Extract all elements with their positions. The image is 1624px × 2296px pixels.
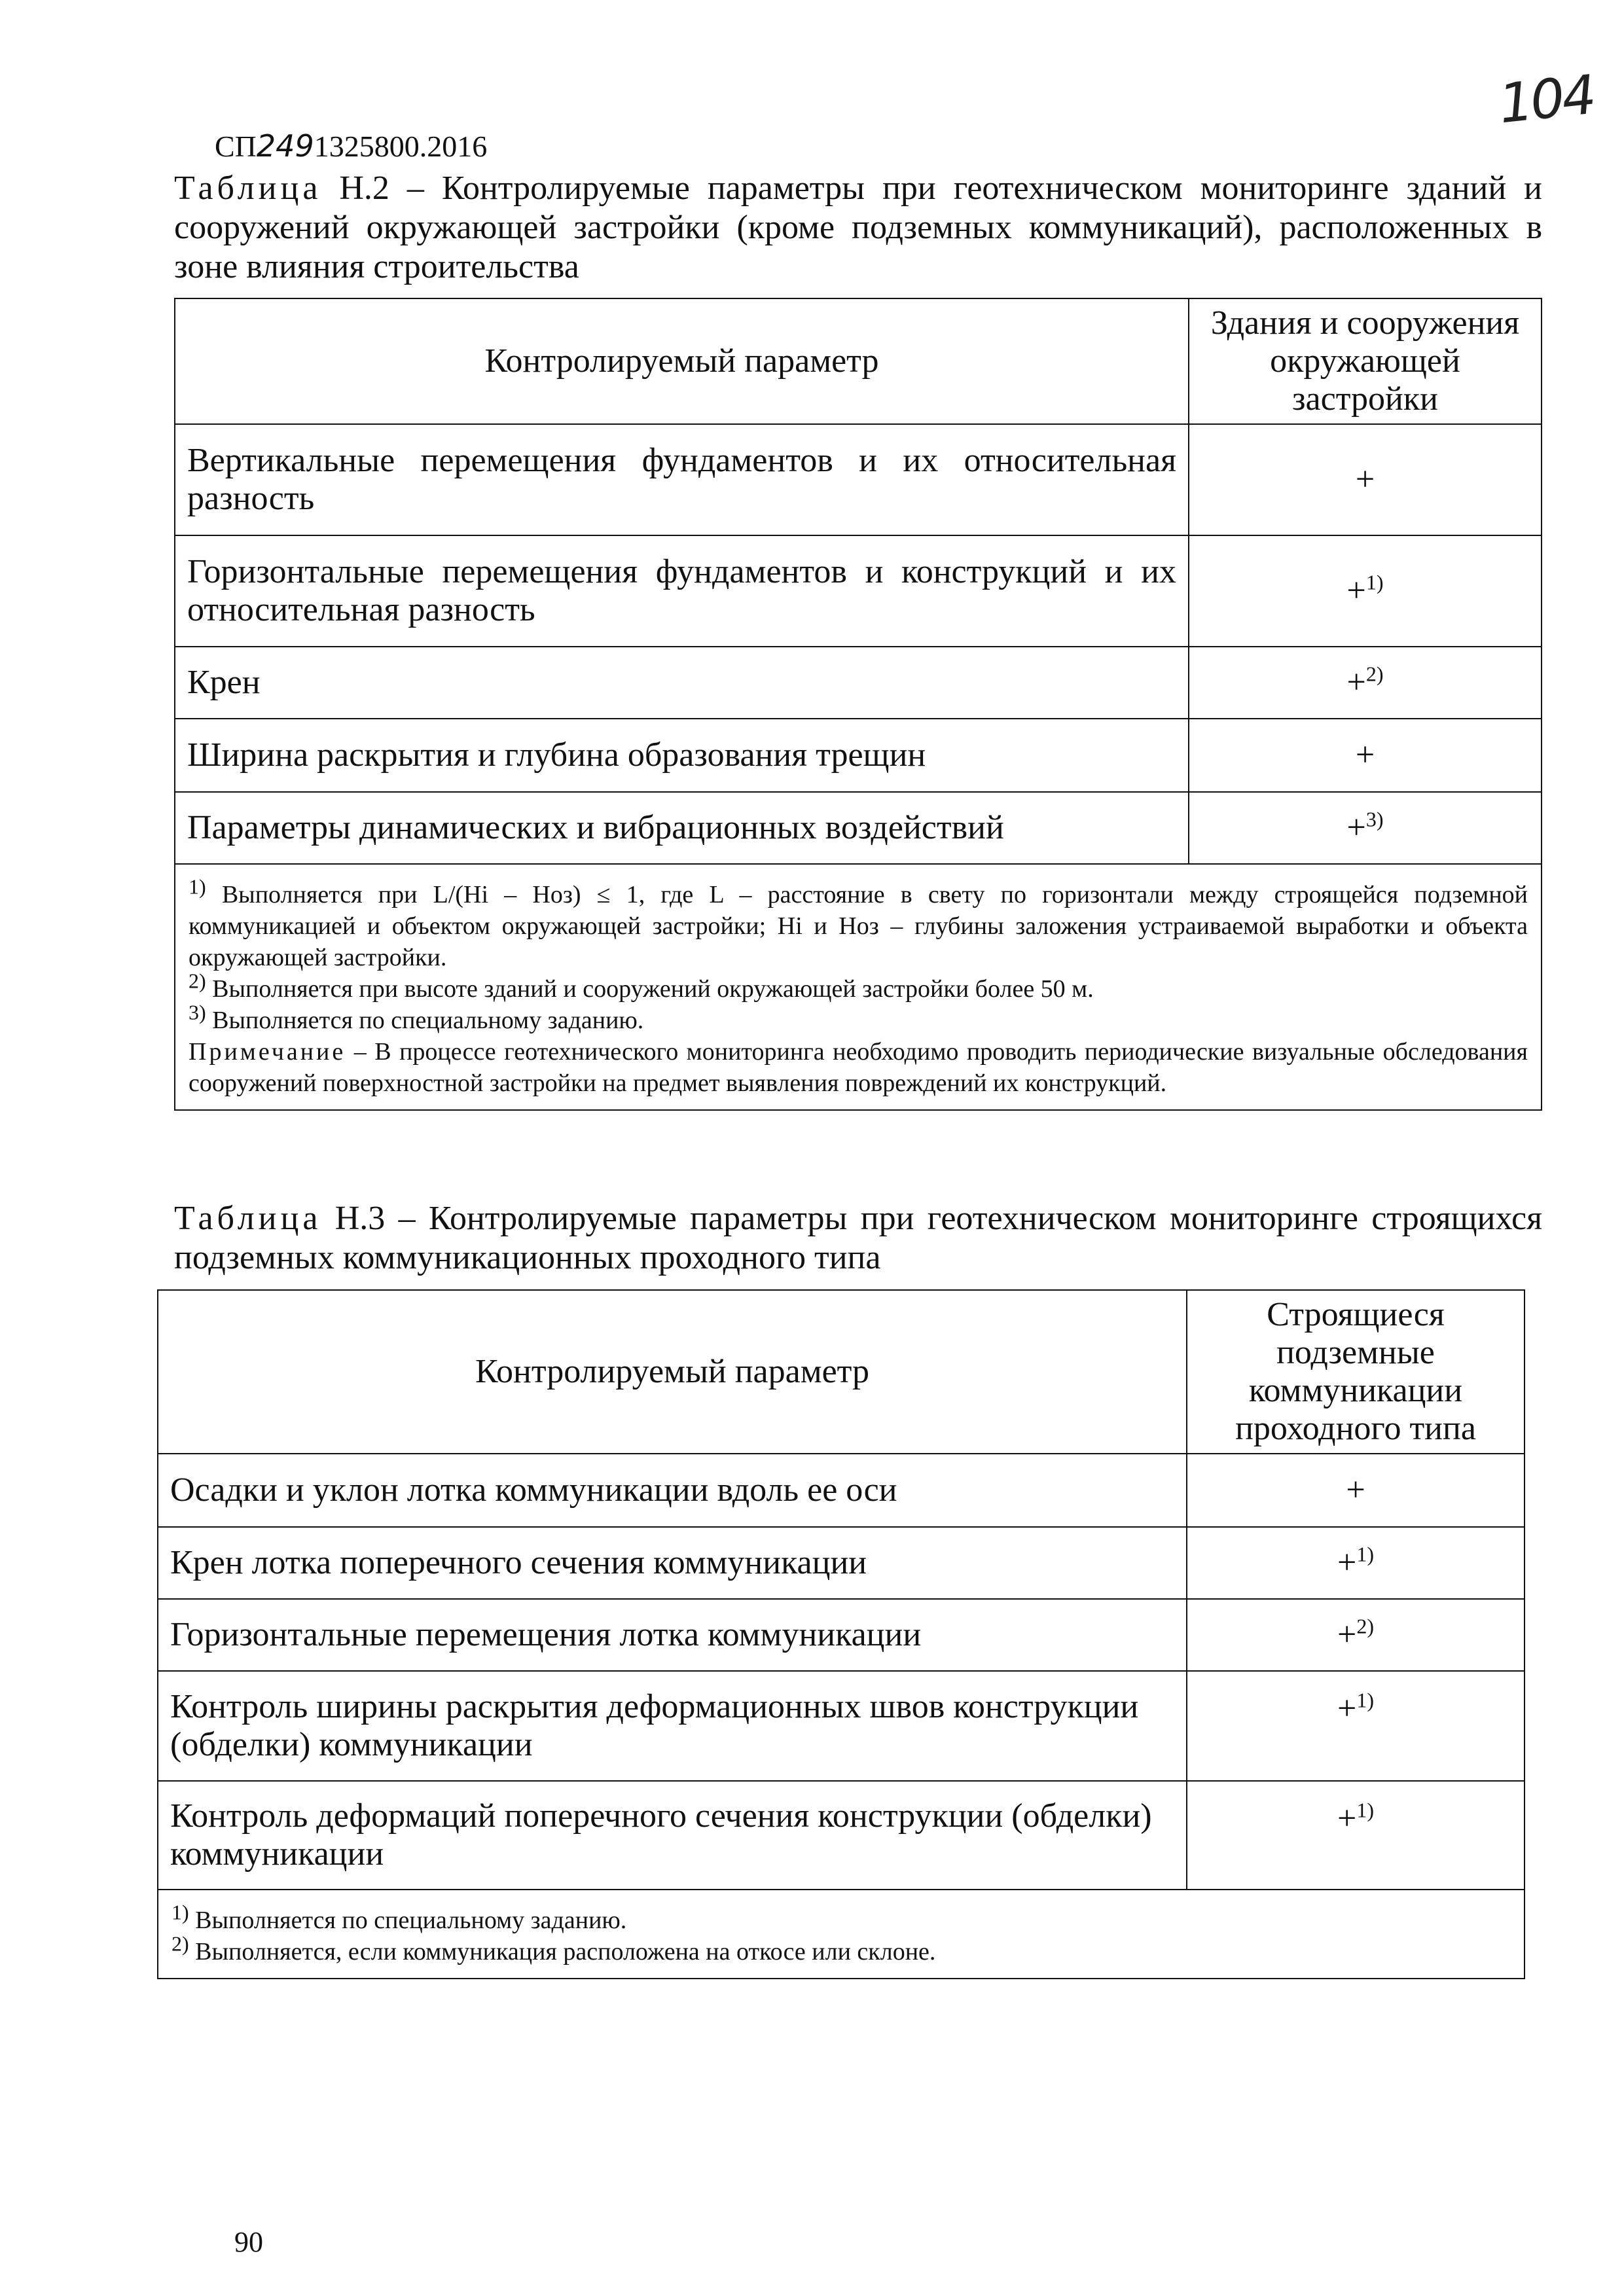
table2-header-row [175, 298, 1542, 424]
table2-row-param: Вертикальные перемещения фундаментов и их относительная разность [175, 424, 1189, 535]
page-number: 90 [234, 2226, 263, 2258]
table2-row-mark: +$^{3)}$ [1189, 792, 1542, 864]
table3-row-mark: +$^{2)}$ [1187, 1599, 1525, 1671]
table3-row-param: Горизонтальные перемещения лотка коммуникации [158, 1599, 1187, 1671]
table3-row-mark: + [1187, 1454, 1525, 1527]
table-row [175, 424, 1542, 535]
table2-caption-text: Н.2 – Контролируемые параметры при геотехническом мониторинге зданий и сооружений окружающей застройки (кроме подземных коммуникаций), расположенных в зоне влияния строительства [174, 170, 1542, 285]
table3-row-param: Осадки и уклон лотка коммуникации вдоль ее оси [158, 1454, 1187, 1527]
document-number [215, 128, 487, 164]
handwritten-page-number: 104 [1496, 63, 1597, 136]
table2-note-2: $^{2)}$ Выполняется при высоте зданий и сооружений окружающей застройки более 50 м. [189, 969, 1094, 1003]
table-row [158, 1671, 1525, 1781]
table2-notes [175, 864, 1542, 1110]
table-row [158, 1454, 1525, 1527]
table3 [157, 1289, 1525, 1979]
doc-number-prefix: СП [215, 130, 257, 163]
table3-row-mark: +$^{1)}$ [1187, 1671, 1525, 1781]
table3-row-param: Контроль деформаций поперечного сечения конструкции (обделки) коммуникации [158, 1781, 1187, 1890]
table3-header-col: Строящиеся подземные коммуникации проходного типа [1187, 1290, 1525, 1454]
table3-notes-row [158, 1890, 1525, 1979]
table-row [175, 647, 1542, 719]
table3-row-mark: +$^{1)}$ [1187, 1781, 1525, 1890]
table2-row-param: Ширина раскрытия и глубина образования трещин [175, 719, 1189, 792]
table2-note-1: $^{1)}$ Выполняется при L/(Hi – Hоз) ≤ 1, где L – расстояние в свету по горизонтали между строящейся подземной коммуникацией и объектом окружающей застройки; Hi и Hоз – глубины заложения устраиваемой выработки и объекта окружающей застройки. [189, 874, 1528, 971]
table3-note-2: $^{2)}$ Выполняется, если коммуникация расположена на откосе или склоне. [171, 1931, 936, 1965]
table-row [158, 1599, 1525, 1671]
table3-header-param: Контролируемый параметр [158, 1290, 1187, 1454]
table2 [174, 298, 1542, 1111]
table2-header-col: Здания и сооружения окружающей застройки [1189, 298, 1542, 424]
doc-number-handwritten: 249 [256, 128, 314, 164]
table3-row-param: Контроль ширины раскрытия деформационных швов конструкции (обделки) коммуникации [158, 1671, 1187, 1781]
table-row [175, 719, 1542, 792]
table3-note-1: $^{1)}$ Выполняется по специальному заданию. [171, 1900, 627, 1934]
table3-caption-label: Таблица [174, 1200, 322, 1237]
table2-row-param: Горизонтальные перемещения фундаментов и конструкций и их относительная разность [175, 535, 1189, 647]
table2-caption-label: Таблица [174, 170, 322, 207]
table2-row-mark: + [1189, 719, 1542, 792]
table3-notes [158, 1890, 1525, 1979]
table-row [158, 1781, 1525, 1890]
table2-row-mark: +$^{1)}$ [1189, 535, 1542, 647]
table2-header-param: Контролируемый параметр [175, 298, 1189, 424]
table2-row-param: Крен [175, 647, 1189, 719]
table2-caption [174, 169, 1542, 287]
table3-caption-text: Н.3 – Контролируемые параметры при геотехническом мониторинге строящихся подземных коммуникационных проходного типа [174, 1200, 1542, 1276]
table3-row-mark: +$^{1)}$ [1187, 1527, 1525, 1599]
table2-row-mark: +$^{2)}$ [1189, 647, 1542, 719]
table2-row-mark: + [1189, 424, 1542, 535]
table2-note-3: $^{3)}$ Выполняется по специальному заданию. [189, 1000, 644, 1034]
table-row [175, 535, 1542, 647]
table3-row-param: Крен лотка поперечного сечения коммуникации [158, 1527, 1187, 1599]
table3-header-row [158, 1290, 1525, 1454]
table-row [158, 1527, 1525, 1599]
doc-number-suffix: 1325800.2016 [314, 130, 488, 163]
table2-notes-row [175, 864, 1542, 1110]
table3-caption [174, 1199, 1542, 1278]
table2-remark: Примечание – В процессе геотехнического мониторинга необходимо проводить периодические визуальные обследования сооружений поверхностной застройки на предмет выявления повреждений их конструкций. [189, 1038, 1528, 1097]
table-row [175, 792, 1542, 864]
table2-row-param: Параметры динамических и вибрационных воздействий [175, 792, 1189, 864]
